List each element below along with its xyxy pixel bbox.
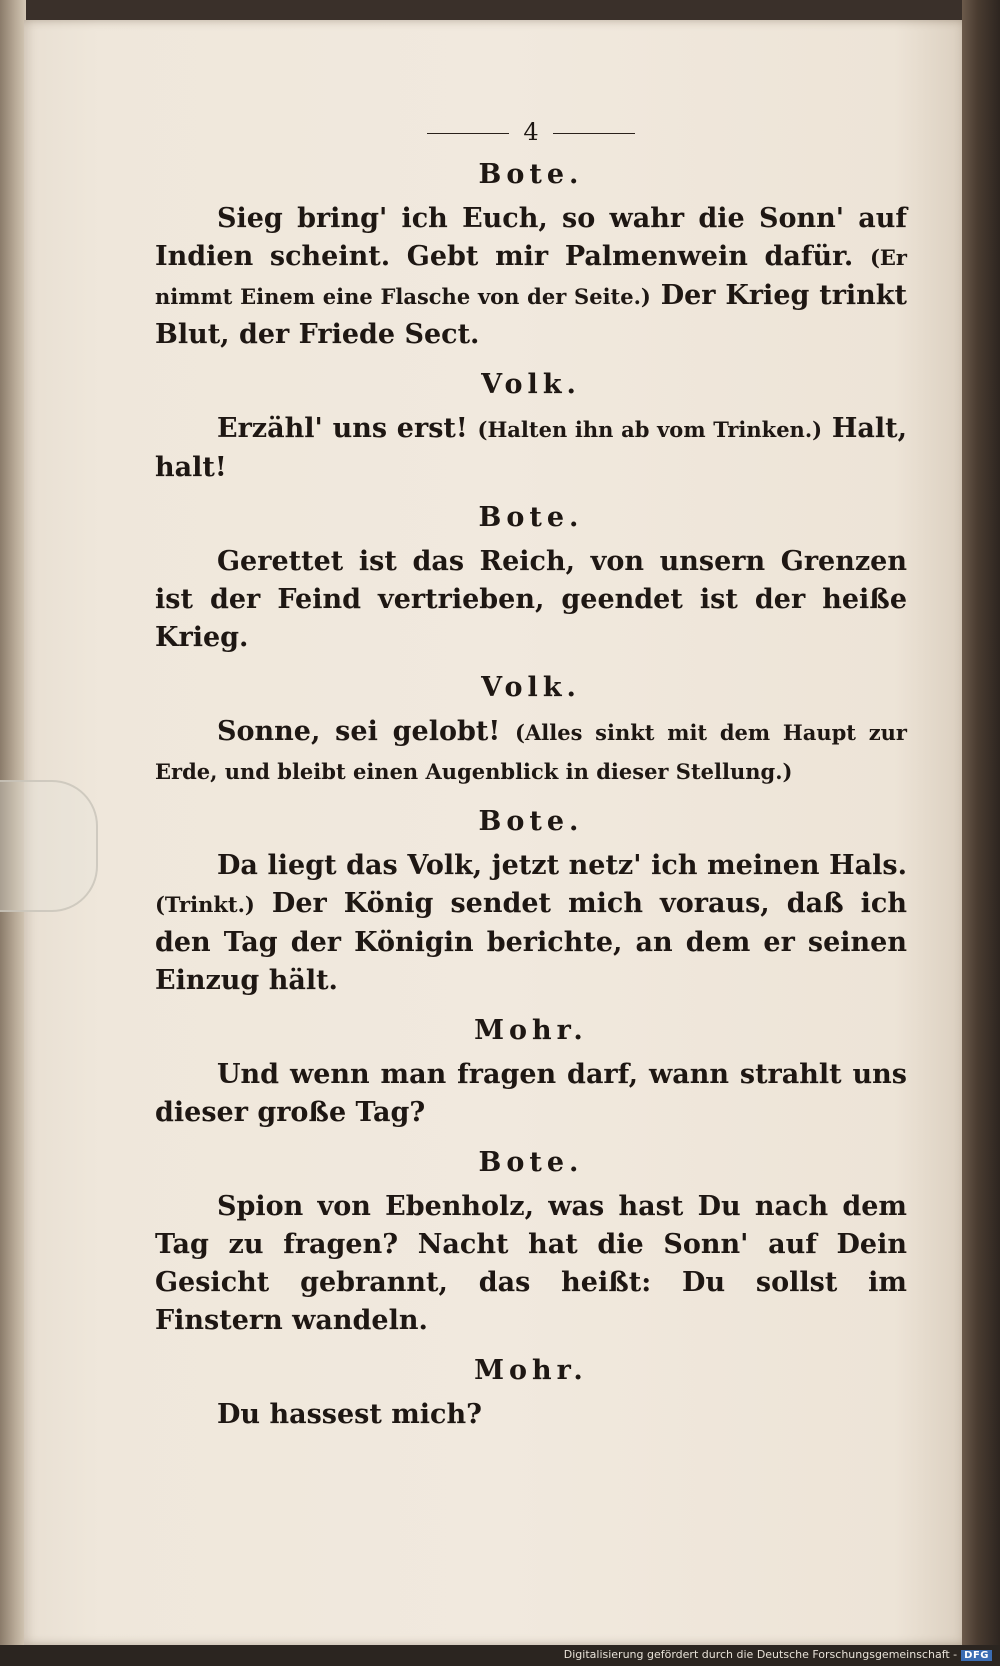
speech-text xyxy=(155,847,907,1000)
speech-segment: Spion von Ebenholz, was hast Du nach dem Tag zu fragen? Nacht hat die Sonn' auf Dein Gesicht gebrannt, das heißt: Du sollst im Finstern wandeln. xyxy=(155,1191,907,1336)
stage-direction: (Trinkt.) xyxy=(155,892,255,917)
speech-segment: Sieg bring' ich Euch, so wahr die Sonn' auf Indien scheint. Gebt mir Palmenwein dafür. xyxy=(155,203,907,272)
header-rule-left xyxy=(427,133,509,134)
speech-segment: Der Krieg trinkt Blut, der Friede Sect. xyxy=(155,280,907,350)
page-text xyxy=(155,114,907,1440)
speech-segment: Halt, halt! xyxy=(155,413,907,483)
speaker-name: Mohr. xyxy=(474,1355,588,1386)
speech-text xyxy=(155,1396,907,1434)
speaker-name: Bote. xyxy=(478,502,584,533)
stage-direction: (Er nimmt Einem eine Flasche von der Seite.) xyxy=(155,245,907,309)
stage-direction: (Halten ihn ab vom Trinken.) xyxy=(477,417,823,442)
speech-segment: Du hassest mich? xyxy=(217,1399,482,1430)
book-spine-edge xyxy=(962,0,1000,1666)
speaker-name: Mohr. xyxy=(474,1015,588,1046)
speech-segment: Und wenn man fragen darf, wann strahlt uns dieser große Tag? xyxy=(155,1059,907,1128)
speaker-name: Volk. xyxy=(481,672,581,703)
speech-text xyxy=(155,543,907,657)
speech-segment: Gerettet ist das Reich, von unsern Grenzen ist der Feind vertrieben, geendet ist der heiße Krieg. xyxy=(155,546,907,653)
dialogue xyxy=(155,150,907,1434)
speech-segment: Erzähl' uns erst! xyxy=(217,413,478,444)
speech-text xyxy=(155,1056,907,1132)
page-number: 4 xyxy=(523,118,539,146)
speaker-name: Bote. xyxy=(478,806,584,837)
speech-text xyxy=(155,200,907,354)
speech-segment: Sonne, sei gelobt! xyxy=(217,716,516,747)
speech-segment: Da liegt das Volk, jetzt netz' ich meinen Hals. xyxy=(217,850,907,881)
page-header xyxy=(155,114,907,150)
speech-segment: Der König sendet mich voraus, daß ich den Tag der Königin berichte, an dem er seinen Einzug hält. xyxy=(155,888,907,996)
speech-text xyxy=(155,410,907,487)
speaker-name: Bote. xyxy=(478,159,584,190)
speaker-name: Bote. xyxy=(478,1147,584,1178)
page-clip xyxy=(0,780,98,912)
funding-credit xyxy=(564,1648,992,1661)
speech-text xyxy=(155,713,907,791)
header-rule-right xyxy=(553,133,635,134)
speech-text xyxy=(155,1188,907,1340)
dfg-logo: DFG xyxy=(961,1650,992,1661)
speaker-name: Volk. xyxy=(481,369,581,400)
stage-direction: (Alles sinkt mit dem Haupt zur Erde, und bleibt einen Augenblick in dieser Stellung.) xyxy=(155,720,907,784)
funding-credit-text: Digitalisierung gefördert durch die Deutsche Forschungsgemeinschaft - xyxy=(563,1648,958,1661)
